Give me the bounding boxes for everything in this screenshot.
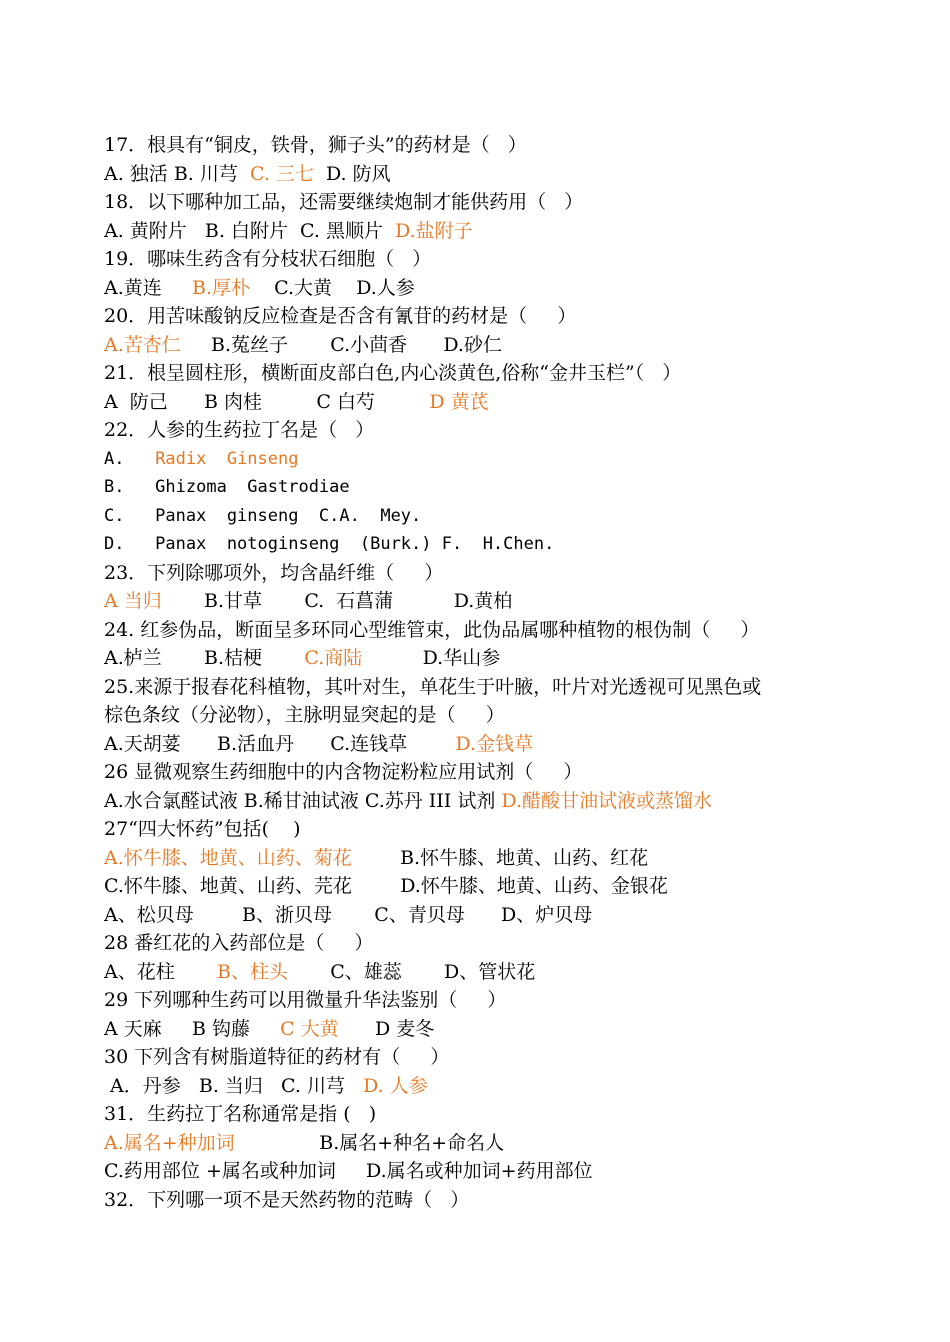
text-line [104,1043,864,1072]
text-segment: 23．下列除哪项外，均含晶纤维（ ） [104,561,444,584]
text-segment: A. [104,448,156,469]
text-line [104,302,864,331]
text-line [104,815,864,844]
text-line [104,160,864,189]
text-line [104,872,864,901]
text-segment: A、花柱 [104,960,217,983]
answer-highlight: B.厚朴 [191,276,250,299]
text-segment: B.菟丝子 C.小茴香 D.砂仁 [180,333,502,356]
text-segment: A．丹参 B. 当归 C. 川芎 [104,1074,364,1097]
text-segment: 18．以下哪种加工品，还需要继续炮制才能供药用（ ） [104,191,584,213]
text-segment: A. 独活 B. 川芎 [104,162,250,185]
text-segment: D 麦冬 [338,1017,435,1040]
answer-highlight: A 当归 [104,590,162,612]
text-segment: C.大黄 D.人参 [249,276,415,299]
text-segment: 29 下列哪种生药可以用微量升华法鉴别（ ） [104,989,507,1011]
text-segment: 22．人参的生药拉丁名是（ ） [104,419,375,441]
text-line [104,188,864,217]
text-line [104,217,864,246]
text-line [104,673,864,702]
text-line [104,1100,864,1129]
text-line [104,587,864,616]
text-segment: D.华山参 [362,647,501,669]
answer-highlight: D 黄芪 [429,390,489,413]
text-segment: 21．根呈圆柱形，横断面皮部白色,内心淡黄色,俗称“金井玉栏”（ ） [104,362,682,384]
text-line [104,1129,864,1158]
text-line [104,559,864,588]
text-segment: A.栌兰 B.桔梗 [104,647,305,669]
text-segment: C.怀牛膝、地黄、山药、芫花 D.怀牛膝、地黄、山药、金银花 [104,875,668,897]
answer-highlight: B、柱头 [217,960,288,983]
answer-highlight: D.金钱草 [455,732,534,755]
answer-highlight: C. 三七 [249,162,314,185]
text-line [104,131,864,160]
text-line [104,929,864,958]
text-segment: A.天胡荽 B.活血丹 C.连钱草 [104,732,456,755]
text-line [104,416,864,445]
text-line [104,787,864,816]
text-line [104,502,864,531]
text-segment: A.水合氯醛试液 B.稀甘油试液 C.苏丹 III 试剂 [104,789,502,812]
text-segment: 27“四大怀药”包括( ) [104,818,301,840]
text-line [104,445,864,474]
text-segment: A、松贝母 B、浙贝母 C、青贝母 D、炉贝母 [104,903,593,926]
answer-highlight: C.商陆 [304,647,363,669]
text-line [104,388,864,417]
text-line [104,758,864,787]
text-segment: 17．根具有“铜皮，铁骨，狮子头”的药材是（ ） [104,134,527,156]
text-line [104,844,864,873]
text-segment: 32．下列哪一项不是天然药物的范畴（ ） [104,1188,470,1211]
text-segment: B.怀牛膝、地黄、山药、红花 [351,846,649,869]
text-line [104,901,864,930]
answer-highlight: A.苦杏仁 [104,333,181,356]
text-segment: D. Panax notoginseng (Burk.) F. H.Chen. [104,534,555,554]
text-segment: B.甘草 C. 石菖蒲 D.黄柏 [161,590,513,612]
answer-highlight: D.醋酸甘油试液或蒸馏水 [501,789,712,812]
text-segment: B. Ghizoma Gastrodiae [104,477,350,497]
text-segment: C. Panax ginseng C.A. Mey. [104,505,422,526]
text-segment: 28 番红花的入药部位是（ ） [104,932,374,954]
answer-highlight: D. 人参 [363,1074,428,1097]
text-line [104,530,864,559]
text-line [104,958,864,987]
text-line [104,986,864,1015]
answer-highlight: D.盐附子 [395,219,473,242]
text-segment: 30 下列含有树脂道特征的药材有（ ） [104,1046,450,1068]
text-line [104,473,864,502]
text-line [104,701,864,730]
text-segment: A 天麻 B 钩藤 [104,1017,281,1040]
text-segment: A 防己 B 肉桂 C 白芍 [104,390,430,413]
text-line [104,359,864,388]
text-line [104,274,864,303]
text-line [104,1015,864,1044]
text-segment: D. 防风 [313,162,391,185]
text-segment: A.黄连 [104,276,192,299]
question-list [104,131,864,1214]
text-line [104,644,864,673]
text-line [104,1072,864,1101]
text-segment: 24. 红参伪品，断面呈多环同心型维管束，此伪品属哪种植物的根伪制（ ） [104,618,760,641]
text-line [104,1157,864,1186]
text-segment: 20．用苦味酸钠反应检查是否含有氰苷的药材是（ ） [104,305,577,327]
answer-highlight: A.属名+种加词 [104,1131,235,1154]
answer-highlight: C 大黄 [280,1017,339,1040]
text-line [104,331,864,360]
answer-highlight: A.怀牛膝、地黄、山药、菊花 [104,846,352,869]
text-line [104,730,864,759]
text-segment: 25.来源于报春花科植物，其叶对生，单花生于叶腋，叶片对光透视可见黑色或 [104,675,762,698]
text-segment: B.属名+种名+命名人 [234,1131,505,1154]
text-segment: 31．生药拉丁名称通常是指 ( ) [104,1103,377,1125]
answer-highlight: Radix Ginseng [155,448,299,469]
text-segment: 19．哪味生药含有分枝状石细胞（ ） [104,248,432,270]
text-line [104,1186,864,1215]
text-line [104,245,864,274]
text-segment: 棕色条纹（分泌物），主脉明显突起的是（ ） [104,704,505,726]
text-line [104,616,864,645]
text-segment: C.药用部位 +属名或种加词 D.属名或种加词+药用部位 [104,1160,593,1182]
text-segment: C、雄蕊 D、管状花 [287,960,536,983]
text-segment: 26 显微观察生药细胞中的内含物淀粉粒应用试剂（ ） [104,761,583,783]
text-segment: A. 黄附片 B. 白附片 C. 黑顺片 [104,219,396,242]
